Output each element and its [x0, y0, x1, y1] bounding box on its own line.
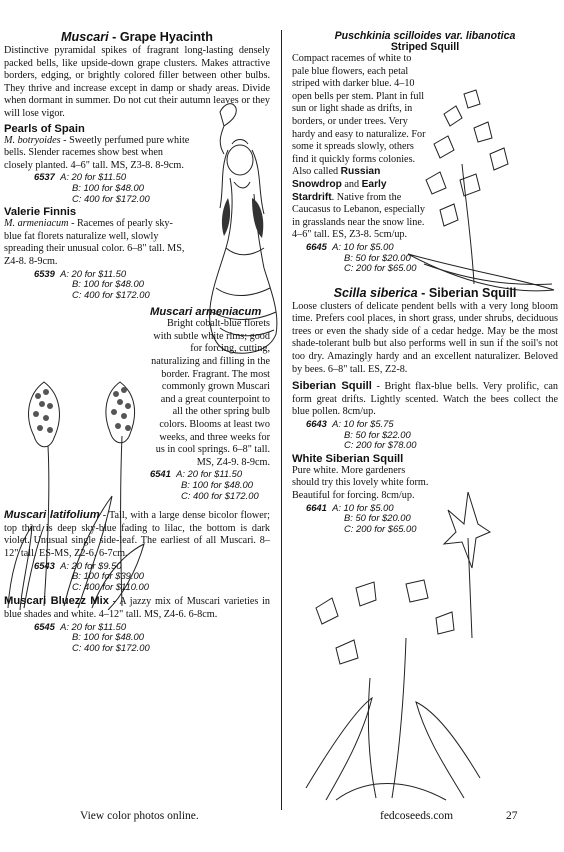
muscari-description: Distinctive pyramidal spikes of fragrant long-lasting densely packed bells, like upside-down grape clusters. Makes attractive borders, edging, or brightly colored filler between other bulbs. They thrive and increase except in damp or shady areas. Divide when dormant in summer. Do not cut their autumn leaves or they will lose vigor. [4, 45, 270, 119]
puschkinia-prices: 6645 A: 10 for $5.00 B: 50 for $20.00 C: 200 for $65.00 [306, 240, 417, 274]
puschkinia-subheading: Striped Squill [390, 41, 460, 53]
footer-site[interactable]: fedcoseeds.com [380, 810, 454, 822]
armeniacum-block [150, 306, 270, 501]
left-column [4, 30, 270, 653]
armeniacum-prices: 6541 A: 20 for $11.50 B: 100 for $48.00 C: 400 for $172.00 [150, 468, 259, 501]
siberian-squill-prices: 6643 A: 10 for $5.75 B: 50 for $22.00 C: 200 for $78.00 [306, 418, 417, 451]
scilla-heading: Scilla siberica - Siberian Squill [333, 285, 517, 300]
white-siberian-squill-name: White Siberian Squill [292, 452, 404, 465]
pearls-of-spain-name: Pearls of Spain [4, 122, 85, 135]
muscari-heading: Muscari - Grape Hyacinth [61, 30, 213, 44]
bluezz-prices: 6545 A: 20 for $11.50 B: 100 for $48.00 C: 400 for $172.00 [34, 620, 150, 653]
valerie-finnis-name: Valerie Finnis [4, 206, 77, 219]
white-siberian-squill-prices: 6641 A: 10 for $5.00 B: 50 for $20.00 C: 200 for $65.00 [306, 501, 417, 534]
right-column [292, 30, 558, 534]
armeniacum-name: Muscari armeniacum [150, 306, 262, 319]
puschkinia-heading: Puschkinia scilloides var. libanotica [334, 30, 516, 42]
footer-note: View color photos online. [80, 810, 199, 822]
latifolium-description: Muscari latifolium - Tall, with a large dense bicolor flower; top third is deep sky-blue fading to lilac, the bottom is dark violet. Unusual single side-leaf. The earliest of all Muscari. 8–12" tall. ES-MS, Z2-6. 6-7cm. [4, 509, 270, 559]
valerie-finnis-prices: 6539 A: 20 for $11.50 B: 100 for $48.00 C: 400 for $172.00 [34, 267, 150, 300]
latifolium-prices: 6543 A: 20 for $9.50 B: 100 for $39.00 C: 400 for $110.00 [34, 559, 149, 592]
bluezz-description: Muscari Bluezz Mix - A jazzy mix of Muscari varieties in blue shades and white. 4–12" tall. MS, Z4-6. 6-8cm. [4, 595, 270, 620]
pearls-of-spain-description: M. botryoides - Sweetly perfumed pure white bells. Slender racemes show best when closely planted. 4–6" tall. MS, Z3-8. 8-9cm. [4, 134, 190, 171]
scilla-description: Loose clusters of delicate pendent bells with a very long bloom time. Prefers cool places, in short grass, under shrubs, deciduous trees or even the shady side of a cedar hedge. May be the most shade-tolerant bulb but also performs well in sun if the soil's not too dry. Amazingly hardy and an excellent naturalizer. Beloved by bees. 6–8" tall. ES, Z2-8. [292, 300, 558, 375]
valerie-finnis-description: M. armeniacum - Racemes of pearly sky-blue fat florets naturalize well, slowly spreading their unusual color. 6–8" tall. MS, Z4-8. 8-9cm. [4, 218, 185, 267]
scilla-illustration [296, 488, 492, 804]
page-number: 27 [506, 810, 518, 822]
puschkinia-description: Compact racemes of white to pale blue flowers, each petal striped with darker blue. 4–10 open bells per stem. Plant in full sun or light shade as drifts, in borders, or under trees. Very hardy and easy to naturalize. For some it spreads slowly, others find it quickly forms colonies. Also called Russian Snowdrop and Early Stardrift. Native from the Caucasus to Lebanon, especially in grasslands near the snow line. 4–6" tall. ES, Z3-8. 5cm/up. [292, 53, 426, 241]
column-divider [281, 30, 282, 810]
white-siberian-squill-description: Pure white. More gardeners should try this lovely white form. Beautiful for forcing. 8cm/up. [292, 464, 429, 501]
pearls-of-spain-prices: 6537 A: 20 for $11.50 B: 100 for $48.00 C: 400 for $172.00 [34, 171, 150, 204]
siberian-squill-description: Siberian Squill - Bright flax-blue bells. Very prolific, can form great drifts. Lightly scented. Watch the bees collect the blue pollen. 8cm/up. [292, 380, 558, 418]
armeniacum-description: Bright cobalt-blue florets with subtle white rims; good for forcing, cutting, naturalizing and filling in the border. Fragrant. The most commonly grown Muscari and a great counterpoint to all the other spring bulb colors. Blooms at least two weeks, and three weeks for us in cool springs. 6–8" tall. MS, Z4-9. 8-9cm. [151, 318, 270, 468]
